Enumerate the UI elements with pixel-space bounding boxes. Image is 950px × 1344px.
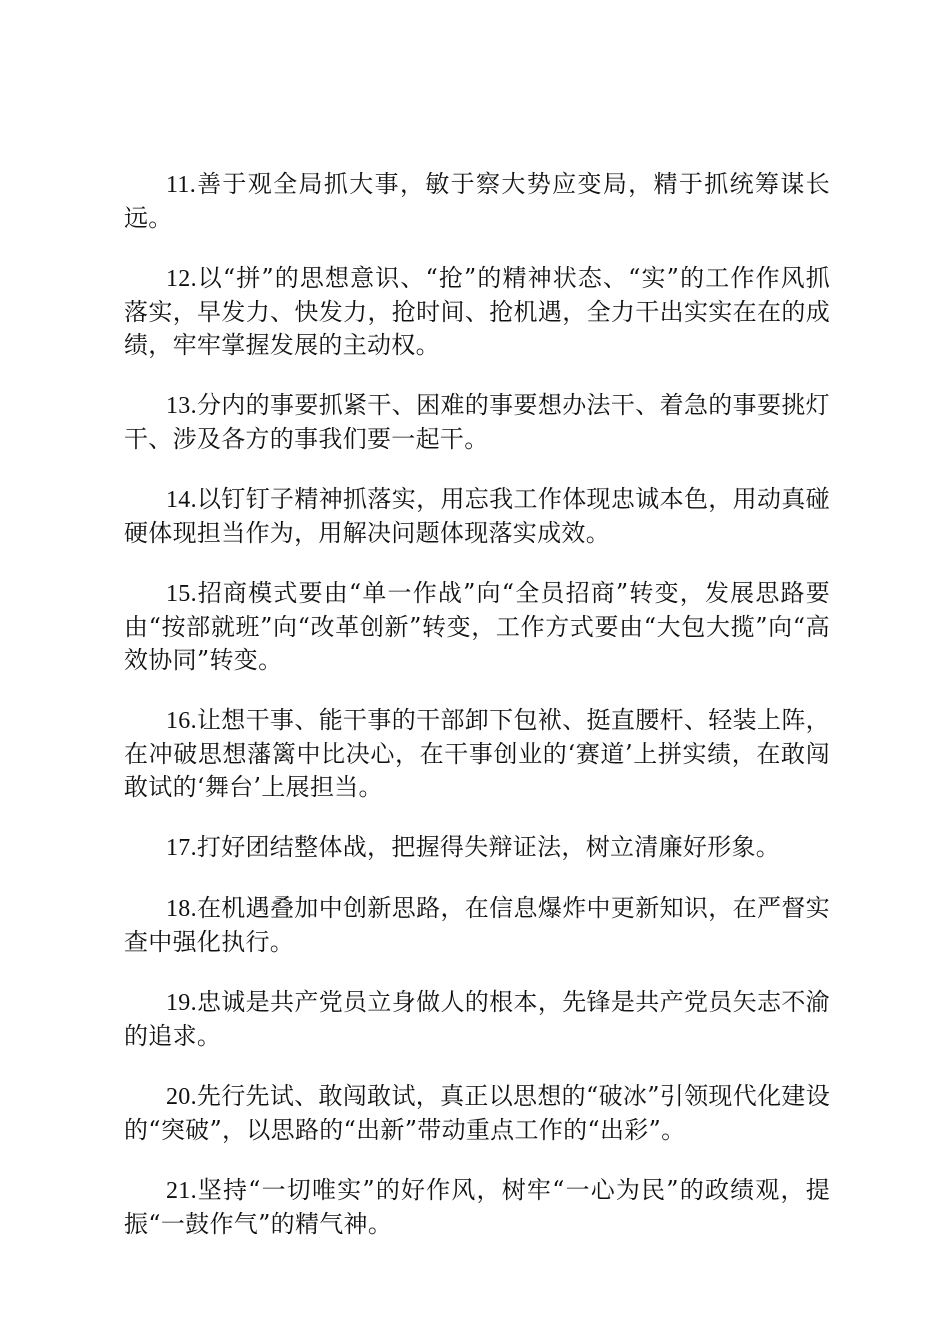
item-text: 忠诚是共产党员立身做人的根本，先锋是共产党员矢志不渝的追求。 [124, 988, 830, 1050]
list-item [124, 168, 830, 235]
item-text: 以钉钉子精神抓落实，用忘我工作体现忠诚本色，用动真碰硬体现担当作为，用解决问题体现落实成效。 [124, 485, 830, 547]
document-body [124, 168, 830, 1268]
list-item [124, 577, 830, 677]
item-text: 打好团结整体战，把握得失辩证法，树立清廉好形象。 [196, 833, 781, 861]
item-number: 12. [166, 266, 197, 292]
item-text: 先行先试、敢闯敢试，真正以思想的“破冰”引领现代化建设的“突破”，以思路的“出新”带动重点工作的“出彩”。 [124, 1082, 830, 1144]
list-item [124, 892, 830, 959]
list-item [124, 986, 830, 1053]
item-text: 以“拼”的思想意识、“抢”的精神状态、“实”的工作作风抓落实，早发力、快发力，抢时间、抢机遇，全力干出实实在在的成绩，牢牢掌握发展的主动权。 [124, 264, 830, 359]
item-text: 善于观全局抓大事，敏于察大势应变局，精于抓统筹谋长远。 [124, 170, 830, 232]
list-item [124, 831, 830, 865]
item-number: 14. [166, 487, 197, 513]
item-number: 20. [166, 1084, 197, 1110]
item-text: 让想干事、能干事的干部卸下包袱、挺直腰杆、轻装上阵，在冲破思想藩篱中比决心，在干事创业的‘赛道’上拼实绩，在敢闯敢试的‘舞台’上展担当。 [124, 706, 830, 801]
item-number: 15. [166, 581, 197, 607]
item-text: 在机遇叠加中创新思路，在信息爆炸中更新知识，在严督实查中强化执行。 [124, 894, 830, 956]
item-number: 17. [166, 835, 197, 861]
item-text: 坚持“一切唯实”的好作风，树牢“一心为民”的政绩观，提振“一鼓作气”的精气神。 [124, 1176, 830, 1238]
list-item [124, 483, 830, 550]
item-text: 分内的事要抓紧干、困难的事要想办法干、着急的事要挑灯干、涉及各方的事我们要一起干。 [124, 391, 830, 453]
item-number: 19. [166, 990, 197, 1016]
item-number: 11. [166, 172, 197, 198]
item-text: 招商模式要由“单一作战”向“全员招商”转变，发展思路要由“按部就班”向“改革创新”转变，工作方式要由“大包大揽”向“高效协同”转变。 [124, 579, 830, 674]
item-number: 21. [166, 1178, 197, 1204]
list-item [124, 1174, 830, 1241]
list-item [124, 389, 830, 456]
list-item [124, 1080, 830, 1147]
list-item [124, 704, 830, 804]
list-item [124, 262, 830, 362]
item-number: 16. [166, 708, 197, 734]
item-number: 13. [166, 393, 197, 419]
item-number: 18. [166, 896, 197, 922]
